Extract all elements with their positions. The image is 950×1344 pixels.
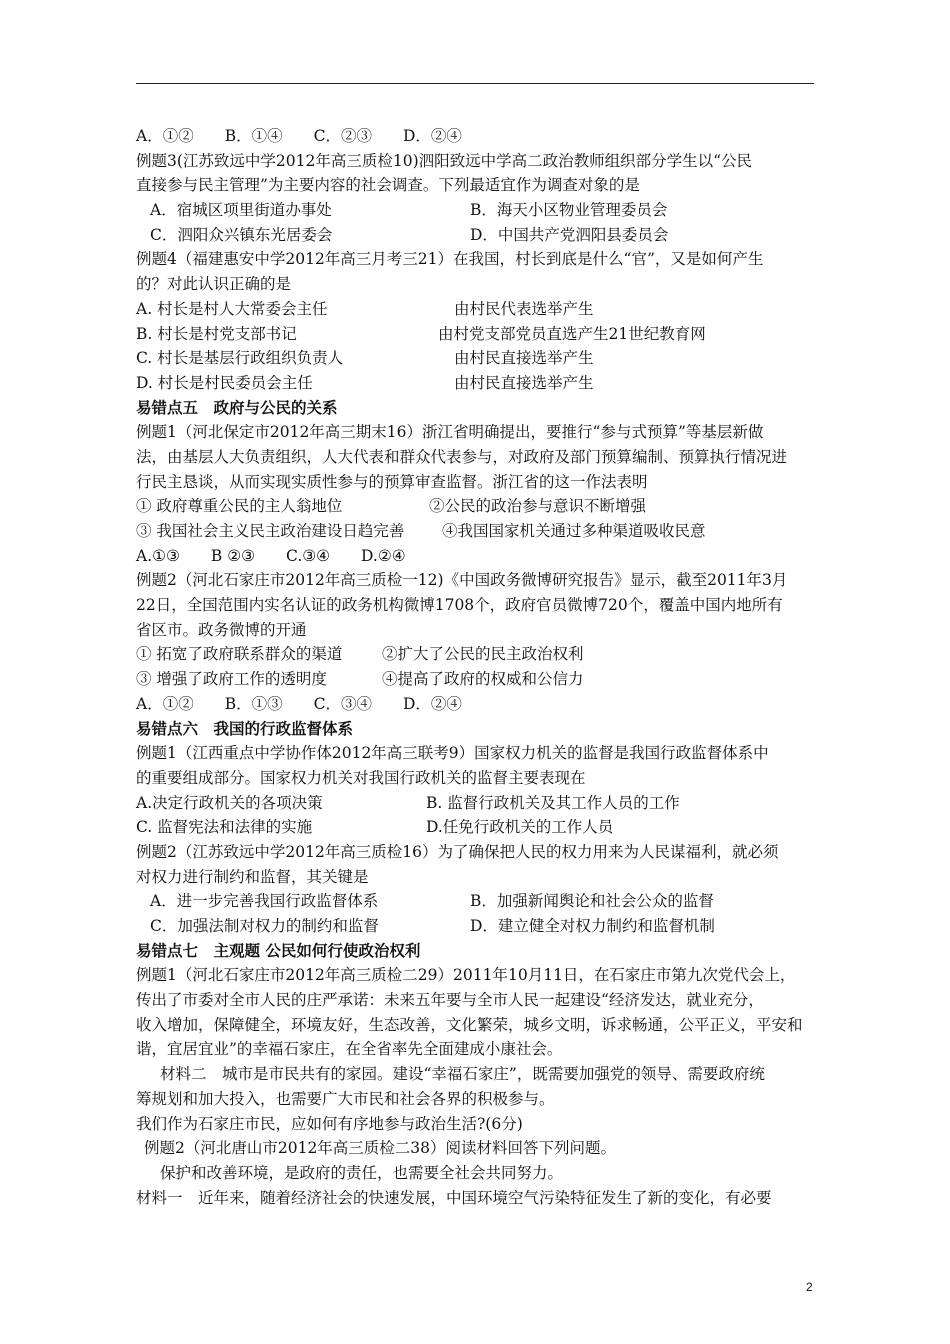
statement-4: ④我国国家机关通过多种渠道吸收民意 — [442, 522, 706, 540]
option-b: B．加强新闻舆论和社会公众的监督 — [470, 892, 714, 911]
option-b: B. 监督行政机关及其工作人员的工作 — [426, 793, 680, 812]
option-d-detail: 由村民直接选举产生 — [454, 373, 594, 392]
question-text: 省区市。政务微博的开通 — [136, 620, 307, 639]
option-row — [136, 322, 826, 347]
question-text: 例题2（江苏致远中学2012年高三质检16）为了确保把人民的权力用来为人民谋福利，就必须 — [136, 842, 779, 861]
statement-2: ②扩大了公民的民主政治权利 — [382, 645, 584, 664]
option-a: A．进一步完善我国行政监督体系 — [150, 892, 379, 911]
question-text: 例题1（河北保定市2012年高三期末16）浙江省明确提出，要推行“参与式预算”等基层新做 — [136, 423, 764, 442]
option-a: A. 村长是村人大常委会主任 — [136, 299, 328, 318]
option-b: B. 村长是村党支部书记 — [136, 324, 297, 343]
question-text: 例题1（河北石家庄市2012年高三质检二29）2011年10月11日，在石家庄市第九次党代会上， — [136, 966, 796, 985]
option-d: D．中国共产党泗阳县委员会 — [470, 225, 669, 244]
question-text: 例题1（江西重点中学协作体2012年高三联考9）国家权力机关的监督是我国行政监督体系中 — [136, 744, 769, 763]
option-c: C. 监督宪法和法律的实施 — [136, 818, 313, 837]
question-text: 的？对此认识正确的是 — [136, 275, 292, 294]
question-text: 22日，全国范围内实名认证的政务机构微博1708个，政府官员微博720个，覆盖中国内地所有 — [136, 596, 783, 615]
question-text: 直接参与民主管理”为主要内容的社会调查。下列最适宜作为调查对象的是 — [136, 176, 640, 195]
option-a-detail: 由村民代表选举产生 — [454, 299, 594, 318]
option-c-detail: 由村民直接选举产生 — [454, 349, 594, 368]
option-row — [136, 791, 826, 816]
question-text: 例题4（福建惠安中学2012年高三月考三21）在我国，村长到底是什么“官”，又是如何产生 — [136, 250, 764, 269]
question-text: 收入增加，保障健全，环境友好，生态改善，文化繁荣，城乡文明，诉求畅通，公平正义，平安和 — [136, 1015, 803, 1034]
option-c: C. 村长是基层行政组织负责人 — [136, 349, 344, 368]
statement-row — [136, 667, 826, 692]
material-text: 保护和改善环境，是政府的责任，也需要全社会共同努力。 — [160, 1163, 564, 1182]
option-row — [136, 198, 826, 223]
option-row — [136, 889, 826, 914]
option-b-detail: 由村党支部党员直选产生21世纪教育网 — [438, 324, 706, 343]
question-prompt: 我们作为石家庄市民，应如何有序地参与政治生活?(6分) — [136, 1114, 523, 1133]
header-rule — [136, 83, 814, 84]
option-b: B．海天小区物业管理委员会 — [470, 201, 668, 220]
question-text: 对权力进行制约和监督，其关键是 — [136, 867, 369, 886]
statement-1: ① 拓宽了政府联系群众的渠道 — [136, 645, 343, 664]
statement-row — [136, 494, 826, 519]
option-a: A.决定行政机关的各项决策 — [136, 793, 323, 812]
question-text: 法，由基层人大负责组织，人大代表和群众代表参与，对政府及部门预算编制、预算执行情况进 — [136, 447, 788, 466]
statement-row — [136, 519, 826, 544]
option-row — [136, 223, 826, 248]
option-row — [136, 346, 826, 371]
statement-4: ④提高了政府的权威和公信力 — [382, 670, 584, 689]
question-text: 的重要组成部分。国家权力机关对我国行政机关的监督主要表现在 — [136, 768, 586, 787]
section-heading: 易错点七 主观题 公民如何行使政治权利 — [136, 940, 421, 960]
section-heading: 易错点六 我国的行政监督体系 — [136, 718, 354, 738]
answer-options: A．①② B．①④ C．②③ D．②④ — [136, 127, 462, 145]
material-text: 筹规划和加大投入，也需要广大市民和社会各界的积极参与。 — [136, 1089, 555, 1108]
option-row — [136, 297, 826, 322]
material-text: 材料一 近年来，随着经济社会的快速发展，中国环境空气污染特征发生了新的变化，有必要 — [136, 1188, 772, 1207]
option-c: C．泗阳众兴镇东光居委会 — [150, 225, 333, 244]
option-d: D. 村长是村民委员会主任 — [136, 373, 313, 392]
answer-options: A．①② B．①③ C．③④ D．②④ — [136, 694, 462, 713]
question-text: 谐，宜居宜业”的幸福石家庄，在全省率先全面建成小康社会。 — [136, 1040, 563, 1059]
answer-options: A.①③ B ②③ C.③④ D.②④ — [136, 546, 406, 565]
statement-1: ① 政府尊重公民的主人翁地位 — [136, 497, 343, 516]
option-row — [136, 371, 826, 396]
option-d: D．建立健全对权力制约和监督机制 — [470, 917, 715, 935]
section-heading: 易错点五 政府与公民的关系 — [136, 397, 338, 417]
statement-3: ③ 我国社会主义民主政治建设日趋完善 — [136, 522, 405, 540]
question-text: 传出了市委对全市人民的庄严承诺：未来五年要与全市人民一起建设“经济发达，就业充分， — [136, 991, 764, 1010]
statement-3: ③ 增强了政府工作的透明度 — [136, 670, 327, 689]
option-row — [136, 815, 826, 840]
page-number: 2 — [806, 1280, 813, 1294]
statement-row — [136, 642, 826, 667]
question-text: 例题2（河北唐山市2012年高三质检二38）阅读材料回答下列问题。 — [144, 1139, 617, 1158]
question-text: 例题2（河北石家庄市2012年高三质检一12)《中国政务微博研究报告》显示，截至2011年3月 — [136, 571, 788, 590]
question-text: 例题3(江苏致远中学2012年高三质检10)泗阳致远中学高二政治教师组织部分学生以“公民 — [136, 151, 753, 170]
document-body — [136, 124, 826, 1210]
statement-2: ②公民的政治参与意识不断增强 — [429, 497, 647, 516]
option-a: A．宿城区项里街道办事处 — [150, 201, 332, 220]
question-text: 行民主恳谈，从而实现实质性参与的预算审查监督。浙江省的这一作法表明 — [136, 472, 648, 491]
option-row — [136, 914, 826, 939]
material-text: 材料二 城市是市民共有的家园。建设“幸福石家庄”，既需要加强党的领导、需要政府统 — [160, 1065, 765, 1084]
option-c: C．加强法制对权力的制约和监督 — [150, 917, 379, 935]
option-d: D.任免行政机关的工作人员 — [426, 818, 614, 837]
